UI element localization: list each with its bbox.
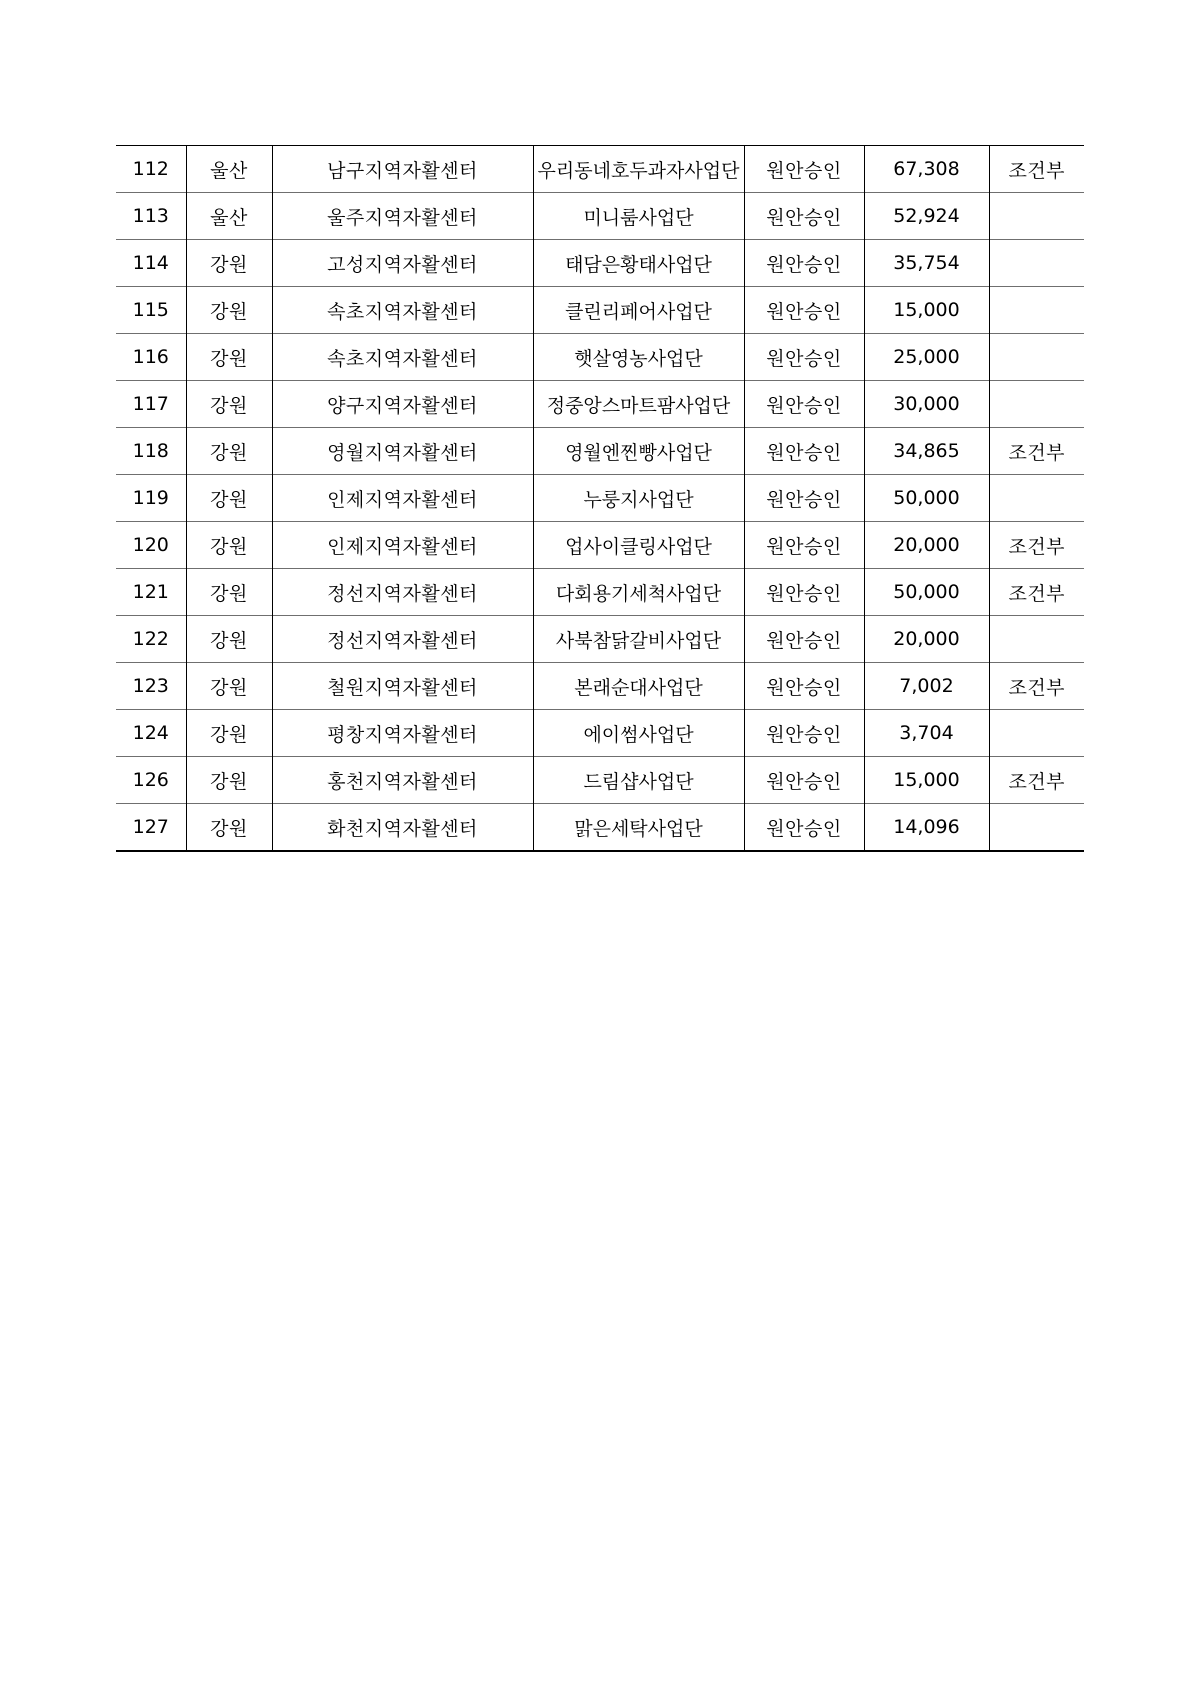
table-row <box>116 146 1084 193</box>
center-name-cell: 고성지역자활센터 <box>272 240 533 287</box>
table-row <box>116 804 1084 852</box>
approval-status-cell: 원안승인 <box>744 193 864 240</box>
table-row <box>116 287 1084 334</box>
table-row <box>116 334 1084 381</box>
business-name-cell: 누룽지사업단 <box>533 475 744 522</box>
row-number-cell: 124 <box>116 710 186 757</box>
row-number-cell: 113 <box>116 193 186 240</box>
region-cell: 강원 <box>186 381 272 428</box>
center-name-cell: 속초지역자활센터 <box>272 334 533 381</box>
center-name-cell: 영월지역자활센터 <box>272 428 533 475</box>
business-name-cell: 드림샵사업단 <box>533 757 744 804</box>
center-name-cell: 철원지역자활센터 <box>272 663 533 710</box>
center-name-cell: 속초지역자활센터 <box>272 287 533 334</box>
row-number-cell: 115 <box>116 287 186 334</box>
row-number-cell: 123 <box>116 663 186 710</box>
approval-status-cell: 원안승인 <box>744 240 864 287</box>
approval-status-cell: 원안승인 <box>744 287 864 334</box>
amount-cell: 7,002 <box>864 663 989 710</box>
region-cell: 강원 <box>186 710 272 757</box>
note-cell: 조건부 <box>989 522 1084 569</box>
region-cell: 울산 <box>186 193 272 240</box>
row-number-cell: 122 <box>116 616 186 663</box>
center-name-cell: 홍천지역자활센터 <box>272 757 533 804</box>
approval-status-cell: 원안승인 <box>744 334 864 381</box>
amount-cell: 20,000 <box>864 522 989 569</box>
table-body <box>116 146 1084 852</box>
approval-status-cell: 원안승인 <box>744 804 864 852</box>
row-number-cell: 114 <box>116 240 186 287</box>
row-number-cell: 118 <box>116 428 186 475</box>
center-name-cell: 양구지역자활센터 <box>272 381 533 428</box>
region-cell: 강원 <box>186 287 272 334</box>
table-row <box>116 475 1084 522</box>
center-name-cell: 남구지역자활센터 <box>272 146 533 193</box>
business-name-cell: 에이썸사업단 <box>533 710 744 757</box>
region-cell: 강원 <box>186 334 272 381</box>
region-cell: 강원 <box>186 616 272 663</box>
note-cell <box>989 287 1084 334</box>
amount-cell: 15,000 <box>864 287 989 334</box>
row-number-cell: 121 <box>116 569 186 616</box>
amount-cell: 3,704 <box>864 710 989 757</box>
region-cell: 강원 <box>186 522 272 569</box>
amount-cell: 15,000 <box>864 757 989 804</box>
table-row <box>116 710 1084 757</box>
note-cell <box>989 475 1084 522</box>
business-name-cell: 본래순대사업단 <box>533 663 744 710</box>
note-cell <box>989 710 1084 757</box>
center-name-cell: 인제지역자활센터 <box>272 475 533 522</box>
approval-status-cell: 원안승인 <box>744 381 864 428</box>
amount-cell: 30,000 <box>864 381 989 428</box>
center-name-cell: 평창지역자활센터 <box>272 710 533 757</box>
region-cell: 강원 <box>186 428 272 475</box>
center-name-cell: 울주지역자활센터 <box>272 193 533 240</box>
approval-status-cell: 원안승인 <box>744 663 864 710</box>
amount-cell: 14,096 <box>864 804 989 852</box>
approval-status-cell: 원안승인 <box>744 475 864 522</box>
note-cell: 조건부 <box>989 146 1084 193</box>
business-name-cell: 클린리페어사업단 <box>533 287 744 334</box>
row-number-cell: 120 <box>116 522 186 569</box>
amount-cell: 67,308 <box>864 146 989 193</box>
business-name-cell: 태담은황태사업단 <box>533 240 744 287</box>
approval-status-cell: 원안승인 <box>744 616 864 663</box>
table-row <box>116 193 1084 240</box>
row-number-cell: 119 <box>116 475 186 522</box>
row-number-cell: 112 <box>116 146 186 193</box>
business-name-cell: 다회용기세척사업단 <box>533 569 744 616</box>
business-name-cell: 영월엔찐빵사업단 <box>533 428 744 475</box>
note-cell <box>989 193 1084 240</box>
region-cell: 강원 <box>186 757 272 804</box>
table-row <box>116 240 1084 287</box>
note-cell <box>989 334 1084 381</box>
business-name-cell: 정중앙스마트팜사업단 <box>533 381 744 428</box>
region-cell: 강원 <box>186 240 272 287</box>
business-name-cell: 햇살영농사업단 <box>533 334 744 381</box>
region-cell: 강원 <box>186 475 272 522</box>
note-cell: 조건부 <box>989 428 1084 475</box>
approval-status-cell: 원안승인 <box>744 522 864 569</box>
amount-cell: 50,000 <box>864 569 989 616</box>
note-cell: 조건부 <box>989 663 1084 710</box>
amount-cell: 25,000 <box>864 334 989 381</box>
approval-status-cell: 원안승인 <box>744 146 864 193</box>
table-row <box>116 616 1084 663</box>
table-row <box>116 381 1084 428</box>
table-row <box>116 757 1084 804</box>
center-name-cell: 정선지역자활센터 <box>272 616 533 663</box>
note-cell: 조건부 <box>989 757 1084 804</box>
approval-table <box>116 145 1084 852</box>
approval-status-cell: 원안승인 <box>744 569 864 616</box>
amount-cell: 34,865 <box>864 428 989 475</box>
note-cell <box>989 616 1084 663</box>
table-row <box>116 663 1084 710</box>
row-number-cell: 116 <box>116 334 186 381</box>
note-cell <box>989 381 1084 428</box>
region-cell: 울산 <box>186 146 272 193</box>
note-cell <box>989 804 1084 852</box>
region-cell: 강원 <box>186 804 272 852</box>
business-name-cell: 사북참닭갈비사업단 <box>533 616 744 663</box>
region-cell: 강원 <box>186 569 272 616</box>
region-cell: 강원 <box>186 663 272 710</box>
note-cell <box>989 240 1084 287</box>
note-cell: 조건부 <box>989 569 1084 616</box>
approval-status-cell: 원안승인 <box>744 710 864 757</box>
approval-status-cell: 원안승인 <box>744 757 864 804</box>
business-name-cell: 업사이클링사업단 <box>533 522 744 569</box>
amount-cell: 35,754 <box>864 240 989 287</box>
amount-cell: 50,000 <box>864 475 989 522</box>
table-row <box>116 428 1084 475</box>
center-name-cell: 화천지역자활센터 <box>272 804 533 852</box>
amount-cell: 52,924 <box>864 193 989 240</box>
row-number-cell: 127 <box>116 804 186 852</box>
center-name-cell: 인제지역자활센터 <box>272 522 533 569</box>
amount-cell: 20,000 <box>864 616 989 663</box>
business-name-cell: 미니룸사업단 <box>533 193 744 240</box>
center-name-cell: 정선지역자활센터 <box>272 569 533 616</box>
table-row <box>116 569 1084 616</box>
row-number-cell: 126 <box>116 757 186 804</box>
table-row <box>116 522 1084 569</box>
row-number-cell: 117 <box>116 381 186 428</box>
approval-status-cell: 원안승인 <box>744 428 864 475</box>
business-name-cell: 우리동네호두과자사업단 <box>533 146 744 193</box>
business-name-cell: 맑은세탁사업단 <box>533 804 744 852</box>
